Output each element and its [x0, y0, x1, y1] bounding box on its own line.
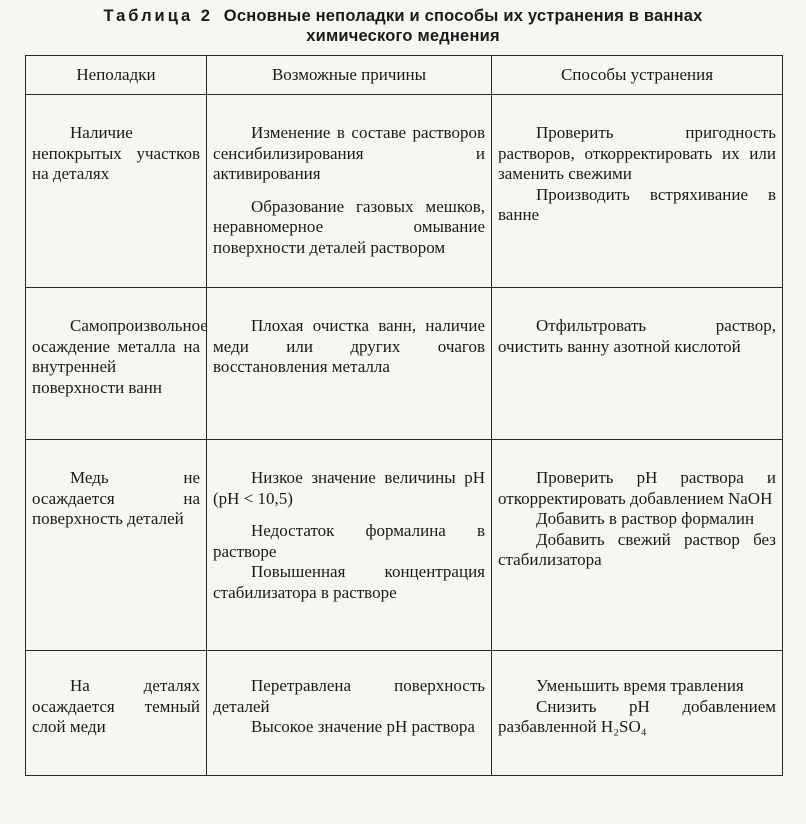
- table-caption: [0, 6, 806, 46]
- header-remedies: Способы устранения: [492, 56, 783, 95]
- table-title-line1: Основные неполадки и способы их устранения в ваннах: [223, 7, 703, 25]
- fix-item: Добавить в раствор формалин: [536, 509, 755, 528]
- fix-cell: [492, 440, 783, 651]
- cause-cell: [207, 95, 492, 288]
- table-title-line2: химического меднения: [306, 27, 500, 45]
- troubleshooting-table: [25, 55, 783, 776]
- cause-item: Изменение в составе растворов сенсибилизирования и активирования: [213, 123, 485, 183]
- cause-cell: [207, 288, 492, 440]
- fix-item: Снизить pH добавлением разбавленной H₂SO₄: [498, 696, 776, 736]
- fault-cell: На деталях осаждается темный слой меди: [26, 651, 207, 776]
- cause-item: Низкое значение величины pH (pH < 10,5): [213, 468, 485, 508]
- cause-item: Плохая очистка ванн, наличие меди или других очагов восстановления металла: [213, 316, 485, 376]
- table-row: [26, 651, 783, 776]
- fault-cell: Медь не осаждается на поверхность деталей: [26, 440, 207, 651]
- cause-cell: [207, 651, 492, 776]
- fault-cell: Самопроизвольное осаждение металла на внутренней поверхности ванн: [26, 288, 207, 440]
- cause-item: Повышенная концентрация стабилизатора в растворе: [213, 562, 485, 602]
- table-row: [26, 288, 783, 440]
- fault-cell: Наличие непокрытых участков на деталях: [26, 95, 207, 288]
- header-faults: Неполадки: [26, 56, 207, 95]
- cause-item: Образование газовых мешков, неравномерное омывание поверхности деталей раствором: [213, 196, 485, 257]
- cause-item: Перетравлена поверхность деталей: [213, 676, 485, 716]
- cause-cell: [207, 440, 492, 651]
- fix-cell: [492, 288, 783, 440]
- cause-item: Недостаток формалина в растворе: [213, 521, 485, 561]
- fix-cell: [492, 95, 783, 288]
- fix-item: Добавить свежий раствор без стабилизатора: [498, 529, 776, 569]
- table-number: Таблица 2: [103, 7, 213, 25]
- fix-item: Проверить pH раствора и откорректировать добавлением NaOH: [498, 468, 776, 508]
- table-row: [26, 95, 783, 288]
- table-row: [26, 440, 783, 651]
- cause-item: Высокое значение pH раствора: [251, 717, 475, 736]
- fix-item: Отфильтровать раствор, очистить ванну азотной кислотой: [498, 316, 776, 356]
- header-causes: Возможные причины: [207, 56, 492, 95]
- fix-item: Производить встряхивание в ванне: [498, 184, 776, 224]
- fix-item: Проверить пригодность растворов, откорректировать их или заменить свежими: [498, 123, 776, 183]
- fix-item: Уменьшить время травления: [536, 676, 744, 695]
- fix-cell: [492, 651, 783, 776]
- header-row: [26, 56, 783, 95]
